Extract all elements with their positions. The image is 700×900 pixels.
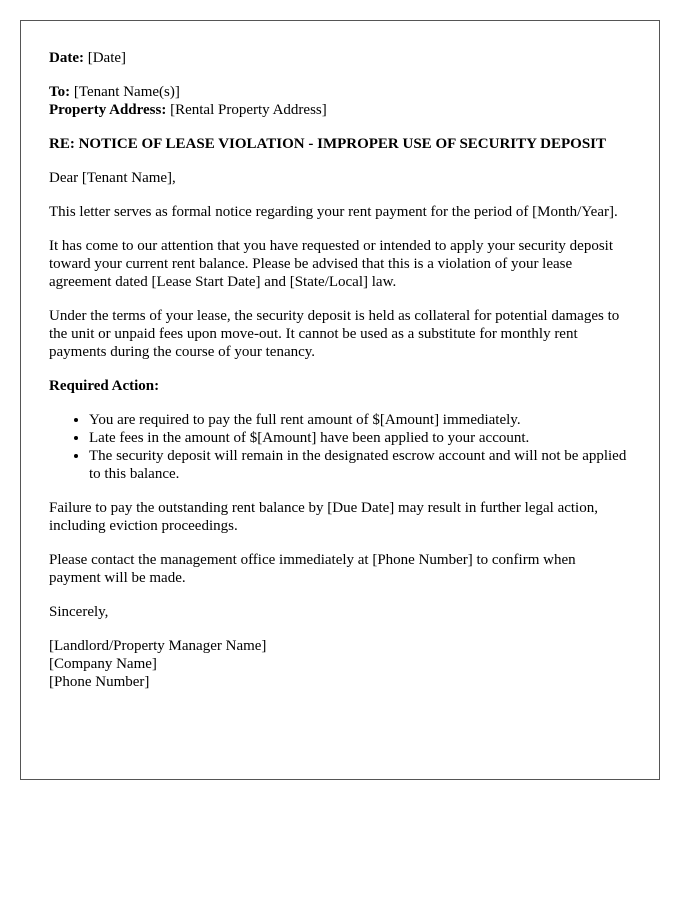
signature-company: [Company Name] (49, 656, 157, 672)
date-value: [Date] (87, 50, 127, 66)
date-label: Date: (49, 50, 84, 66)
list-item: • You are required to pay the full rent amount of $[Amount] immediately. (89, 411, 631, 429)
signature-block (49, 637, 631, 691)
required-action-heading: Required Action: (49, 378, 160, 394)
to-value: [Tenant Name(s)] (73, 84, 180, 100)
list-item: • Late fees in the amount of $[Amount] have been applied to your account. (89, 429, 631, 447)
signature-name: [Landlord/Property Manager Name] (49, 638, 267, 654)
signature-phone: [Phone Number] (49, 674, 150, 690)
to-line (49, 83, 631, 101)
recipient-block (49, 83, 631, 119)
address-label: Property Address: (49, 102, 167, 118)
signoff: Sincerely, (49, 604, 109, 620)
address-line (49, 101, 631, 119)
closing-paragraph-2: Please contact the management office immediately at [Phone Number] to confirm when payment will be made. (49, 552, 576, 586)
subject-line: RE: NOTICE OF LEASE VIOLATION - IMPROPER USE OF SECURITY DEPOSIT (49, 136, 607, 152)
body-paragraph-1: This letter serves as formal notice regarding your rent payment for the period of [Month/Year]. (49, 204, 618, 220)
letter-document (20, 20, 660, 780)
body-paragraph-2: It has come to our attention that you have requested or intended to apply your security deposit toward your current rent balance. Please be advised that this is a violation of your lease agreement dated [Lease Start Date] and [State/Local] law. (49, 238, 614, 290)
body-paragraph-3: Under the terms of your lease, the security deposit is held as collateral for potential damages to the unit or unpaid fees upon move-out. It cannot be used as a substitute for monthly rent payments during the course of your tenancy. (49, 308, 620, 360)
to-label: To: (49, 84, 71, 100)
required-action-list (49, 411, 631, 483)
address-value: [Rental Property Address] (170, 102, 327, 118)
closing-paragraph-1: Failure to pay the outstanding rent balance by [Due Date] may result in further legal action, including eviction proceedings. (49, 500, 598, 534)
date-line (49, 49, 631, 67)
list-item: • The security deposit will remain in the designated escrow account and will not be applied to this balance. (89, 447, 631, 483)
salutation: Dear [Tenant Name], (49, 170, 176, 186)
